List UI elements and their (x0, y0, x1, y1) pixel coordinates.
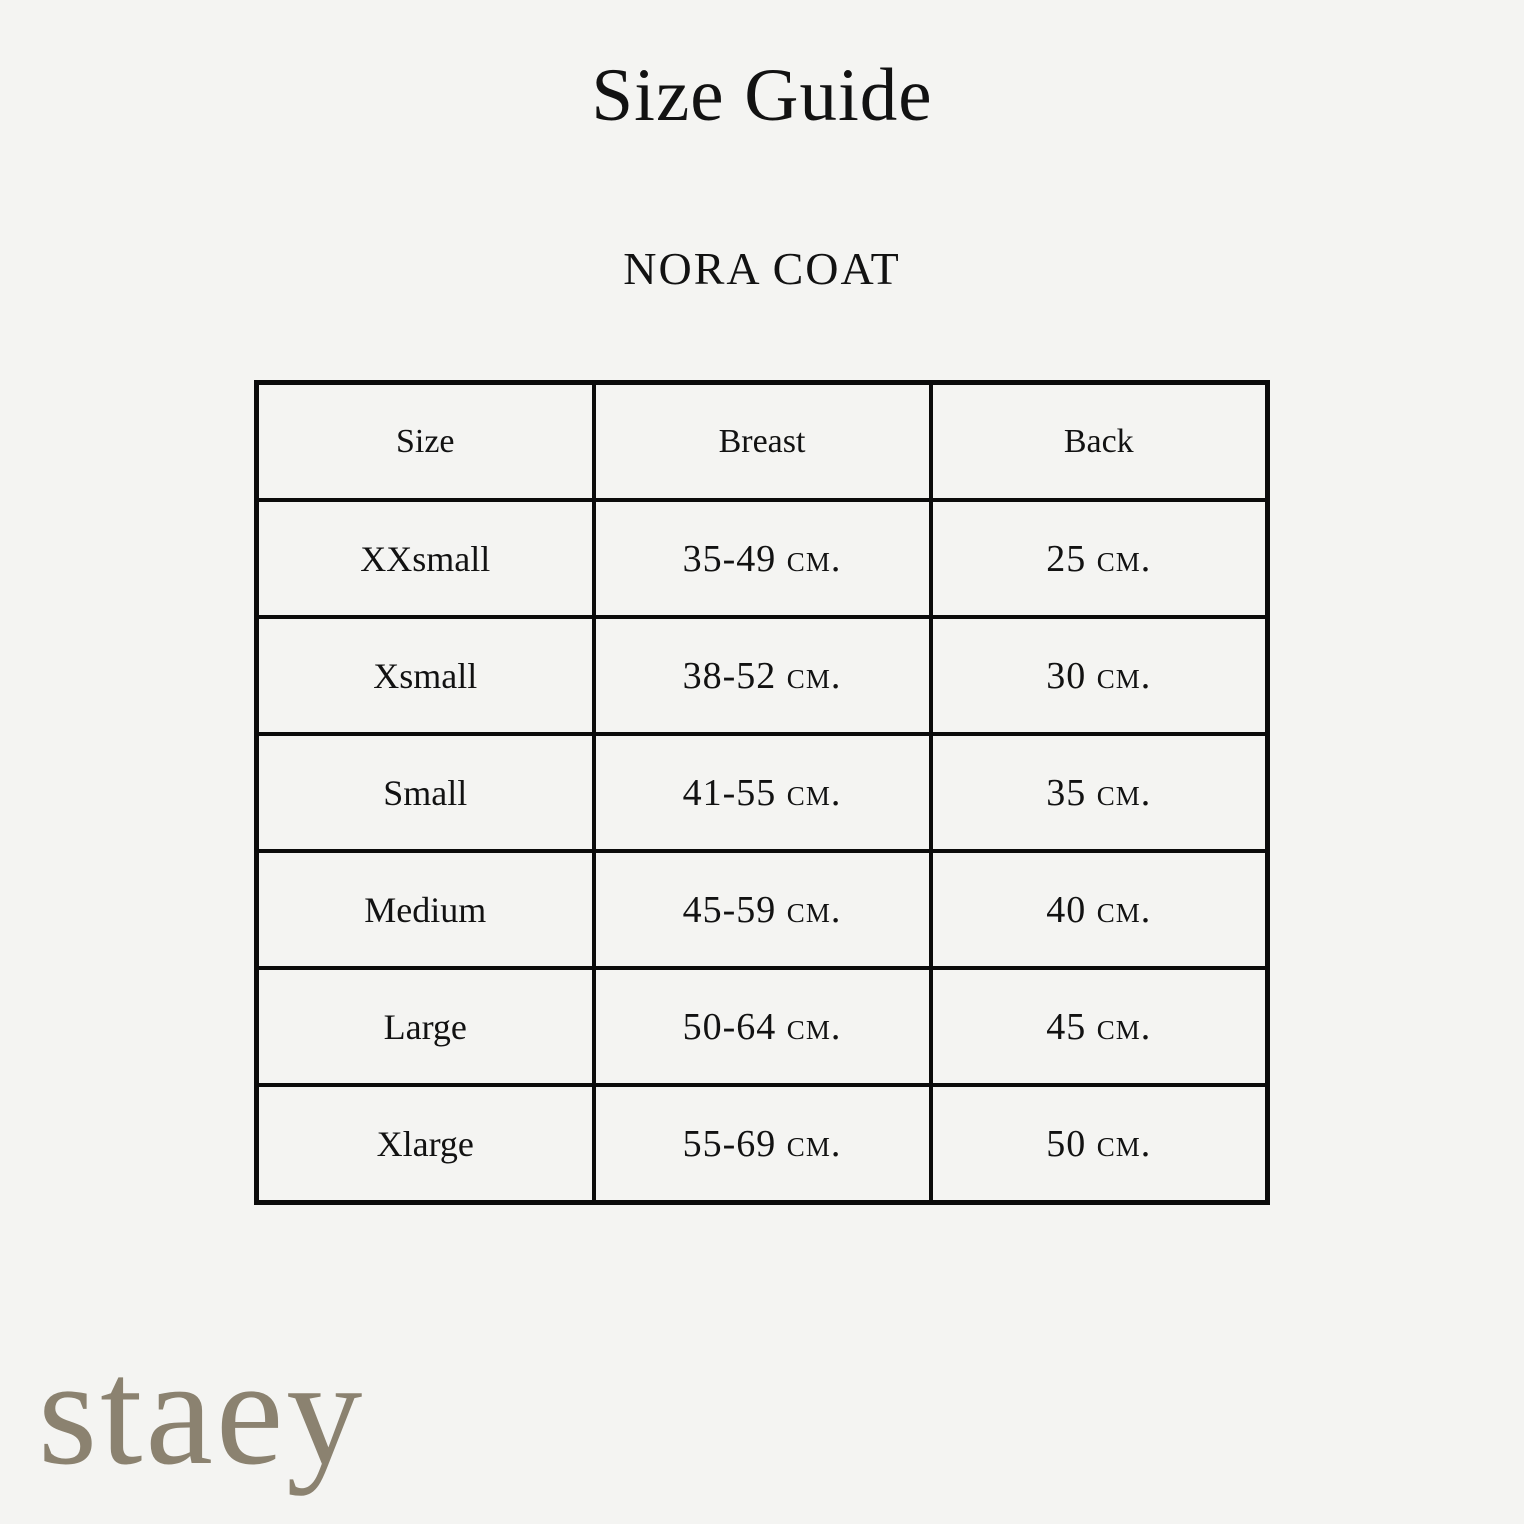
size-cell: Xlarge (257, 1085, 594, 1203)
page-title: Size Guide (591, 54, 933, 137)
size-cell: Large (257, 968, 594, 1085)
back-cell: 50 cm. (931, 1085, 1268, 1203)
table-header-row (257, 383, 1268, 501)
back-cell: 35 cm. (931, 734, 1268, 851)
column-header-breast: Breast (594, 383, 931, 501)
size-cell: Medium (257, 851, 594, 968)
breast-cell: 35-49 cm. (594, 500, 931, 617)
breast-cell: 41-55 cm. (594, 734, 931, 851)
product-title: NORA COAT (623, 242, 901, 294)
back-cell: 30 cm. (931, 617, 1268, 734)
table-row (257, 500, 1268, 617)
column-header-size: Size (257, 383, 594, 501)
table-row (257, 617, 1268, 734)
back-cell: 40 cm. (931, 851, 1268, 968)
back-cell: 45 cm. (931, 968, 1268, 1085)
breast-cell: 45-59 cm. (594, 851, 931, 968)
size-cell: XXsmall (257, 500, 594, 617)
column-header-back: Back (931, 383, 1268, 501)
size-cell: Small (257, 734, 594, 851)
breast-cell: 50-64 cm. (594, 968, 931, 1085)
size-cell: Xsmall (257, 617, 594, 734)
table-row (257, 968, 1268, 1085)
table-row (257, 1085, 1268, 1203)
table-row (257, 734, 1268, 851)
brand-logo: staey (38, 1328, 366, 1496)
size-table (254, 380, 1270, 1205)
table-row (257, 851, 1268, 968)
breast-cell: 55-69 cm. (594, 1085, 931, 1203)
breast-cell: 38-52 cm. (594, 617, 931, 734)
back-cell: 25 cm. (931, 500, 1268, 617)
